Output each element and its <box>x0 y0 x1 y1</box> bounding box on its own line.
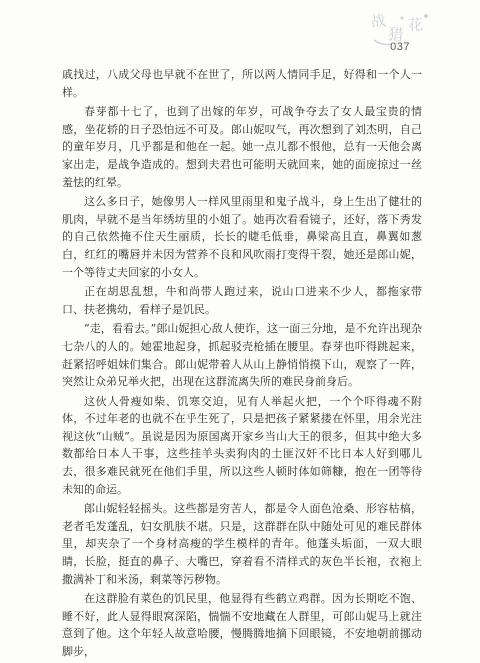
paragraph: 这么多日子，她像男人一样风里雨里和鬼子战斗，身上生出了健壮的肌肉，早就不是当年绣坊里的小姐了。她再次看看镜子，还好，落下秀发的自己依然掩不住天生丽质，长长的睫毛低垂，鼻梁高且直，鼻翼如葱白，红红的嘴唇并未因为营养不良和风吹雨打变得干裂，她还是郎山妮，一个等待丈夫回家的小女人。 <box>62 195 422 279</box>
svg-text:猎: 猎 <box>386 24 405 45</box>
paragraph: 这伙人骨瘦如柴、饥寒交迫，见有人举起火把，一个个吓得魂不附体，不过年老的也就不在乎生死了，只是把孩子紧紧搂在怀里，用余光注视这伙“山贼”。虽说是因为原国离开家乡当山大王的很多，但其中绝大多数都给日本人干事，这些挂羊头卖狗肉的土匪汉奸不比日本人好到哪儿去，很多难民就死在他们手里，所以这些人顿时体如筛糠，抱在一团等待未知的命运。 <box>62 394 422 496</box>
paragraph: 正在胡思乱想，牛和尚带人跑过来，说山口进来不少人，都拖家带口、扶老携幼，看样子是饥民。 <box>62 285 422 316</box>
page-body <box>62 66 422 663</box>
paragraph: 戚找过，八成父母也早就不在世了，所以两人情同手足，好得和一个人一样。 <box>62 68 422 99</box>
page-header <box>342 10 432 66</box>
paragraph: 在这群脸有菜色的饥民里，他显得有些鹤立鸡群。因为长期吃不饱、睡不好，此人显得眼窝深陷，惴惴不安地藏在人群里，可郎山妮马上就注意到了他。这个年轻人故意哈腰，慢腾腾地摘下回眼镜，不安地朝前挪动脚步， <box>62 592 422 658</box>
svg-text:花: 花 <box>407 15 424 35</box>
page-number: 037 <box>390 41 410 53</box>
paragraph: “走，看看去。”郎山妮担心敌人使诈，这一面三分地，是不允许出现杂七杂八的人的。她霍地起身，抓起驳壳枪插在腰里。春芽也吓得跳起来，赶紧招呼姐妹们集合。郎山妮带着人从山上静悄悄摸下山，观察了一阵，突然让众弟兄举火把，出现在这群流离失所的难民身前身后。 <box>62 322 422 389</box>
paragraph: 郎山妮轻轻摇头。这些都是穷苦人，都是令人面色沧桑、形容枯槁，老者毛发蓬乱，妇女肌肤不堪。只是，这群群在队中随处可见的难民群体里，却夹杂了一个身材高瘦的学生模样的青年。他蓬头垢面，一双大眼睛，长脸，挺直的鼻子、大嘴巴，穿着看不清样式的灰色半长袍，衣袍上撒满补丁和米汤，剩菜等污秽物。 <box>62 502 422 586</box>
paragraph: 春芽都十七了，也到了出嫁的年岁，可战争夺去了女人最宝贵的情感，坐花轿的日子恐怕远不可及。郎山妮叹气，再次想到了刘杰明，自己的童年岁月，几乎都是和他在一起。她一点儿都不恨他，总有一天他会离家出走，是战争造成的。想到夫君也可能明天就回来，她的面庞掠过一丝羞怯的红晕。 <box>62 105 422 189</box>
svg-text:战: 战 <box>369 11 388 32</box>
